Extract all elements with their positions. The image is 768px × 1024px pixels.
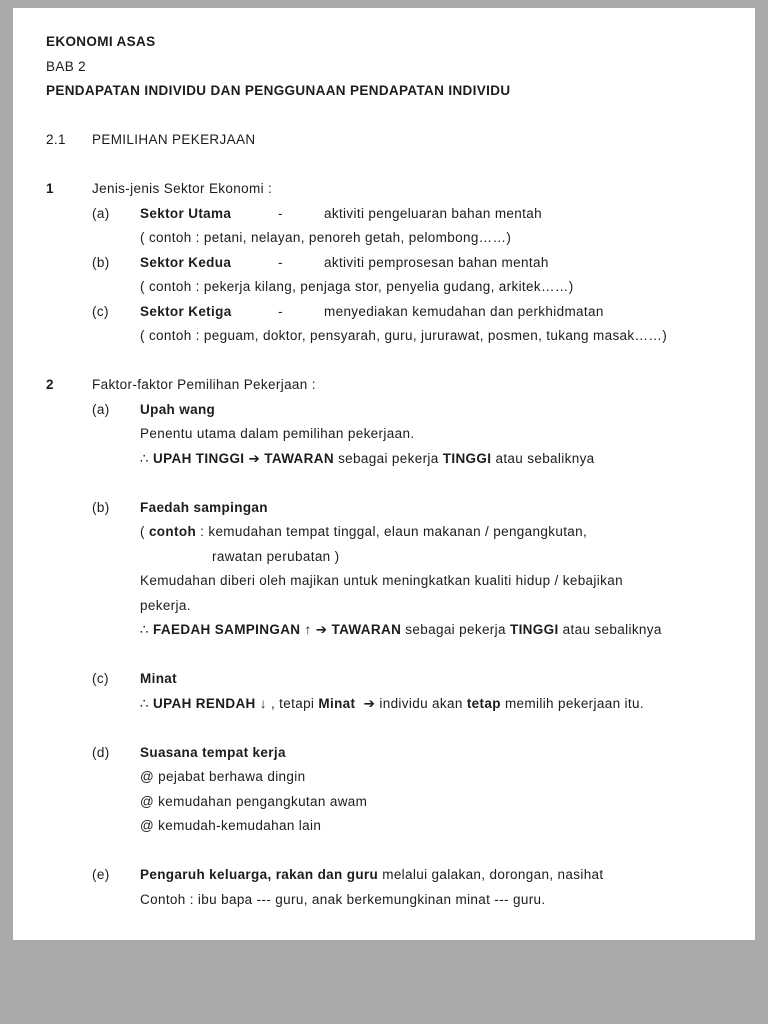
doc-label-segment: (a) <box>92 401 110 417</box>
text-segment: TINGGI <box>442 450 492 466</box>
text-segment: tetap <box>466 695 501 711</box>
text-segment: pekerja. <box>140 597 191 613</box>
doc-line <box>13 520 755 545</box>
doc-line <box>13 765 755 790</box>
text-segment: rawatan perubatan ) <box>212 548 340 564</box>
text-segment: PEMILIHAN PEKERJAAN <box>92 132 256 147</box>
doc-line <box>13 741 755 766</box>
doc-line <box>13 30 755 55</box>
doc-num-segment: 2 <box>46 377 54 392</box>
text-segment: Penentu utama dalam pemilihan pekerjaan. <box>140 426 415 441</box>
doc-line <box>13 251 755 276</box>
doc-num-segment: 1 <box>46 181 54 196</box>
text-segment: ∴ <box>140 622 154 637</box>
doc-line <box>13 863 755 888</box>
text-segment: ∴ <box>140 450 154 466</box>
text-segment: Kemudahan diberi oleh majikan untuk meningkatkan kualiti hidup / kebajikan <box>140 573 623 588</box>
text-segment: Suasana tempat kerja <box>140 744 286 760</box>
text-segment: ( contoh : petani, nelayan, penoreh getah, pelombong……) <box>140 230 512 245</box>
text-segment: Jenis-jenis Sektor Ekonomi : <box>92 181 273 196</box>
doc-line <box>13 177 755 202</box>
doc-line <box>13 496 755 521</box>
doc-dash-segment: - <box>278 205 283 221</box>
doc-dash-segment: - <box>278 303 283 319</box>
text-segment: Upah wang <box>140 401 216 417</box>
text-segment <box>355 696 363 711</box>
text-segment: @ pejabat berhawa dingin <box>140 769 306 784</box>
text-segment: FAEDAH SAMPINGAN ↑ <box>153 622 316 637</box>
text-segment: Minat <box>140 671 177 686</box>
text-segment: TAWARAN <box>331 622 402 637</box>
text-segment: Faktor-faktor Pemilihan Pekerjaan : <box>92 377 316 392</box>
doc-line <box>13 545 755 570</box>
text-segment: melalui galakan, dorongan, nasihat <box>378 867 604 882</box>
doc-term-segment: Sektor Utama <box>140 205 232 221</box>
doc-line <box>13 128 755 153</box>
doc-line <box>13 55 755 80</box>
text-segment: atau sebaliknya <box>491 450 595 466</box>
doc-label-segment: (e) <box>92 867 110 882</box>
doc-line <box>13 814 755 839</box>
doc-label-segment: (b) <box>92 499 110 515</box>
text-segment: UPAH RENDAH ↓ <box>153 695 267 711</box>
doc-line <box>13 888 755 913</box>
text-segment: sebagai pekerja <box>401 622 510 637</box>
doc-line <box>13 569 755 594</box>
doc-line <box>13 300 755 325</box>
text-segment: individu akan <box>375 695 467 711</box>
text-segment: contoh <box>148 524 197 539</box>
text-segment: aktiviti pengeluaran bahan mentah <box>324 205 542 221</box>
text-segment: , tetapi <box>266 695 319 711</box>
text-segment: BAB 2 <box>46 58 87 74</box>
doc-line <box>13 79 755 104</box>
doc-num-segment: 2.1 <box>46 132 66 147</box>
text-segment: @ kemudah-kemudahan lain <box>140 818 322 833</box>
text-segment: PENDAPATAN INDIVIDU DAN PENGGUNAAN PENDAPATAN INDIVIDU <box>46 83 511 98</box>
text-segment: memilih pekerjaan itu. <box>500 695 644 711</box>
text-segment: Contoh : ibu bapa --- guru, anak berkemungkinan minat --- guru. <box>140 891 546 907</box>
text-segment: Minat <box>318 695 356 711</box>
doc-line <box>13 422 755 447</box>
doc-line <box>13 594 755 619</box>
doc-line <box>13 373 755 398</box>
doc-line <box>13 324 755 349</box>
text-segment: sebagai pekerja <box>333 450 443 466</box>
text-segment: menyediakan kemudahan dan perkhidmatan <box>324 303 604 319</box>
doc-line <box>13 692 755 717</box>
doc-line <box>13 447 755 472</box>
doc-line <box>13 618 755 643</box>
doc-label-segment: (d) <box>92 744 110 760</box>
text-segment: : kemudahan tempat tinggal, elaun makanan / pengangkutan, <box>196 524 588 539</box>
doc-line <box>13 667 755 692</box>
text-segment: ∴ <box>140 695 154 711</box>
text-segment: TINGGI <box>509 622 559 637</box>
document-page <box>13 8 755 940</box>
doc-term-segment: Sektor Ketiga <box>140 303 232 319</box>
text-segment: aktiviti pemprosesan bahan mentah <box>324 254 549 270</box>
text-segment: atau sebaliknya <box>558 622 662 637</box>
text-segment: Pengaruh keluarga, rakan dan guru <box>140 867 379 882</box>
text-segment: @ kemudahan pengangkutan awam <box>140 793 368 809</box>
doc-line <box>13 790 755 815</box>
text-segment: ➔ <box>315 622 332 637</box>
doc-label-segment: (a) <box>92 205 110 221</box>
text-segment: Faedah sampingan <box>140 499 268 515</box>
doc-term-segment: Sektor Kedua <box>140 254 232 270</box>
doc-dash-segment: - <box>278 254 283 270</box>
text-segment: ( <box>140 524 149 539</box>
doc-line <box>13 398 755 423</box>
doc-label-segment: (b) <box>92 254 110 270</box>
text-segment: EKONOMI ASAS <box>46 34 156 49</box>
text-segment: TAWARAN <box>264 450 334 466</box>
doc-line <box>13 226 755 251</box>
text-segment: ➔ <box>363 695 376 711</box>
text-segment: ➔ <box>248 450 265 466</box>
doc-line <box>13 202 755 227</box>
doc-label-segment: (c) <box>92 671 109 686</box>
text-segment: ( contoh : peguam, doktor, pensyarah, guru, jururawat, posmen, tukang masak……) <box>140 328 668 343</box>
text-segment: UPAH TINGGI <box>153 450 249 466</box>
doc-line <box>13 275 755 300</box>
text-segment: ( contoh : pekerja kilang, penjaga stor, penyelia gudang, arkitek……) <box>140 279 574 294</box>
doc-label-segment: (c) <box>92 303 109 319</box>
